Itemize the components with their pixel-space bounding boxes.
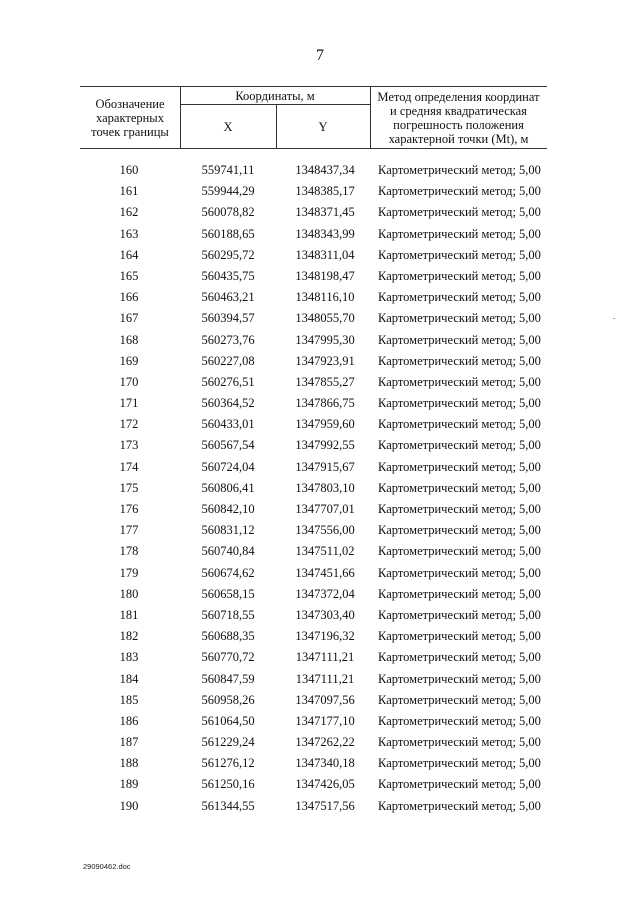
x-coordinate-cell: 559944,29 — [201, 184, 255, 199]
y-coordinate-cell: 1347451,66 — [295, 565, 355, 580]
header-point-label: Обозначение характерных точек границы — [91, 96, 169, 139]
method-cell: Картометрический метод; 5,00 — [378, 417, 541, 432]
point-id-cell: 186 — [119, 713, 139, 728]
y-coordinate-cell: 1347372,04 — [295, 586, 355, 601]
x-coordinate-cell: 561250,16 — [201, 777, 255, 792]
point-id-cell: 184 — [119, 671, 139, 686]
table-row — [80, 287, 547, 308]
y-coordinate-cell: 1348055,70 — [295, 311, 355, 326]
table-row — [80, 732, 547, 753]
y-coordinate-cell: 1347707,01 — [295, 502, 355, 516]
header-x-label: X — [223, 119, 233, 134]
point-id-cell: 172 — [119, 417, 139, 432]
x-coordinate-cell: 560958,26 — [201, 692, 255, 707]
table-row — [80, 266, 547, 287]
y-coordinate-cell: 1347426,05 — [295, 777, 355, 792]
x-coordinate-cell: 560433,01 — [201, 417, 255, 432]
x-coordinate-cell: 560295,72 — [201, 247, 255, 262]
table-row — [80, 499, 547, 520]
table-row — [80, 330, 547, 351]
x-coordinate-cell: 559741,11 — [201, 163, 255, 177]
point-id-cell: 178 — [119, 544, 139, 559]
point-id-cell: 168 — [119, 332, 139, 347]
table-row — [80, 435, 547, 456]
table-row — [80, 647, 547, 668]
y-coordinate-cell: 1347262,22 — [295, 735, 355, 750]
y-coordinate-cell: 1347923,91 — [295, 353, 355, 368]
method-cell: Картометрический метод; 5,00 — [378, 777, 541, 792]
x-coordinate-cell: 560188,65 — [201, 226, 255, 241]
x-coordinate-cell: 560276,51 — [201, 374, 255, 389]
point-id-cell: 170 — [119, 374, 139, 389]
point-id-cell: 171 — [119, 396, 139, 411]
y-coordinate-cell: 1347111,21 — [295, 650, 355, 665]
method-cell: Картометрический метод; 5,00 — [378, 629, 541, 644]
point-id-cell: 177 — [119, 523, 139, 538]
point-id-cell: 180 — [119, 586, 139, 601]
table-body — [80, 160, 547, 817]
y-coordinate-cell: 1348198,47 — [295, 268, 355, 283]
x-coordinate-cell: 560227,08 — [201, 353, 255, 368]
method-cell: Картометрический метод; 5,00 — [378, 438, 541, 453]
y-coordinate-cell: 1347556,00 — [295, 523, 355, 538]
y-coordinate-cell: 1347855,27 — [295, 374, 355, 389]
x-coordinate-cell: 560674,62 — [201, 565, 255, 580]
method-cell: Картометрический метод; 5,00 — [378, 565, 541, 580]
table-row — [80, 711, 547, 732]
header-coords-label: Координаты, м — [235, 88, 315, 103]
table-row — [80, 753, 547, 774]
table-row — [80, 245, 547, 266]
point-id-cell: 187 — [119, 735, 139, 750]
point-id-cell: 179 — [119, 565, 139, 580]
point-id-cell: 161 — [119, 184, 139, 199]
y-coordinate-cell: 1348343,99 — [295, 226, 355, 241]
table-row — [80, 414, 547, 435]
table-row — [80, 372, 547, 393]
x-coordinate-cell: 560718,55 — [201, 607, 255, 622]
x-coordinate-cell: 560364,52 — [201, 396, 255, 411]
method-cell: Картометрический метод; 5,00 — [378, 650, 541, 665]
table-row — [80, 457, 547, 478]
point-id-cell: 176 — [119, 502, 139, 516]
y-coordinate-cell: 1347111,21 — [295, 671, 355, 686]
y-coordinate-cell: 1348371,45 — [295, 205, 355, 220]
method-cell: Картометрический метод; 5,00 — [378, 268, 541, 283]
method-cell: Картометрический метод; 5,00 — [378, 311, 541, 326]
y-coordinate-cell: 1348385,17 — [295, 184, 355, 199]
table-row — [80, 478, 547, 499]
x-coordinate-cell: 560688,35 — [201, 629, 255, 644]
point-id-cell: 188 — [119, 756, 139, 771]
y-coordinate-cell: 1347992,55 — [295, 438, 355, 453]
x-coordinate-cell: 560831,12 — [201, 523, 255, 538]
table-row — [80, 308, 547, 329]
coordinates-table — [80, 86, 547, 813]
method-cell: Картометрический метод; 5,00 — [378, 205, 541, 220]
table-row — [80, 224, 547, 245]
point-id-cell: 160 — [119, 163, 139, 177]
method-cell: Картометрический метод; 5,00 — [378, 671, 541, 686]
x-coordinate-cell: 560567,54 — [201, 438, 255, 453]
document-footer: 29090462.doc — [83, 862, 131, 871]
scan-speck — [613, 318, 615, 319]
y-coordinate-cell: 1347340,18 — [295, 756, 355, 771]
table-row — [80, 626, 547, 647]
y-coordinate-cell: 1347959,60 — [295, 417, 355, 432]
y-coordinate-cell: 1347303,40 — [295, 607, 355, 622]
point-id-cell: 163 — [119, 226, 139, 241]
point-id-cell: 175 — [119, 480, 139, 495]
x-coordinate-cell: 560078,82 — [201, 205, 255, 220]
point-id-cell: 183 — [119, 650, 139, 665]
point-id-cell: 169 — [119, 353, 139, 368]
header-y-label: Y — [318, 119, 328, 134]
table-row — [80, 351, 547, 372]
method-cell: Картометрический метод; 5,00 — [378, 607, 541, 622]
point-id-cell: 166 — [119, 290, 139, 305]
x-coordinate-cell: 561229,24 — [201, 735, 255, 750]
method-cell: Картометрический метод; 5,00 — [378, 247, 541, 262]
method-cell: Картометрический метод; 5,00 — [378, 290, 541, 305]
method-cell: Картометрический метод; 5,00 — [378, 396, 541, 411]
table-row — [80, 393, 547, 414]
y-coordinate-cell: 1347177,10 — [295, 713, 355, 728]
y-coordinate-cell: 1347517,56 — [295, 798, 355, 813]
y-coordinate-cell: 1348437,34 — [295, 163, 355, 177]
y-coordinate-cell: 1347866,75 — [295, 396, 355, 411]
table-row — [80, 669, 547, 690]
y-coordinate-cell: 1347511,02 — [295, 544, 355, 559]
method-cell: Картометрический метод; 5,00 — [378, 502, 541, 516]
table-row — [80, 202, 547, 223]
y-coordinate-cell: 1347097,56 — [295, 692, 355, 707]
method-cell: Картометрический метод; 5,00 — [378, 163, 541, 177]
y-coordinate-cell: 1348311,04 — [295, 247, 355, 262]
point-id-cell: 181 — [119, 607, 139, 622]
y-coordinate-cell: 1347196,32 — [295, 629, 355, 644]
point-id-cell: 173 — [119, 438, 139, 453]
y-coordinate-cell: 1348116,10 — [295, 290, 355, 305]
table-row — [80, 160, 547, 181]
point-id-cell: 174 — [119, 459, 139, 474]
point-id-cell: 165 — [119, 268, 139, 283]
x-coordinate-cell: 560394,57 — [201, 311, 255, 326]
method-cell: Картометрический метод; 5,00 — [378, 544, 541, 559]
method-cell: Картометрический метод; 5,00 — [378, 480, 541, 495]
table-row — [80, 563, 547, 584]
y-coordinate-cell: 1347915,67 — [295, 459, 355, 474]
x-coordinate-cell: 561344,55 — [201, 798, 255, 813]
page-number: 7 — [316, 47, 324, 64]
table-row — [80, 605, 547, 626]
method-cell: Картометрический метод; 5,00 — [378, 332, 541, 347]
table-row — [80, 181, 547, 202]
y-coordinate-cell: 1347995,30 — [295, 332, 355, 347]
method-cell: Картометрический метод; 5,00 — [378, 713, 541, 728]
method-cell: Картометрический метод; 5,00 — [378, 226, 541, 241]
x-coordinate-cell: 561276,12 — [201, 756, 255, 771]
method-cell: Картометрический метод; 5,00 — [378, 459, 541, 474]
method-cell: Картометрический метод; 5,00 — [378, 735, 541, 750]
x-coordinate-cell: 560842,10 — [201, 502, 255, 516]
method-cell: Картометрический метод; 5,00 — [378, 374, 541, 389]
table-row — [80, 774, 547, 795]
x-coordinate-cell: 560847,59 — [201, 671, 255, 686]
method-cell: Картометрический метод; 5,00 — [378, 756, 541, 771]
header-method-label: Метод определения координат и средняя квадратическая погрешность положения характерной точки (Mt), м — [377, 89, 540, 146]
table-header — [80, 86, 547, 149]
point-id-cell: 162 — [119, 205, 139, 220]
table-row — [80, 520, 547, 541]
method-cell: Картометрический метод; 5,00 — [378, 586, 541, 601]
table-row — [80, 796, 547, 817]
x-coordinate-cell: 560770,72 — [201, 650, 255, 665]
method-cell: Картометрический метод; 5,00 — [378, 692, 541, 707]
point-id-cell: 190 — [119, 798, 139, 813]
x-coordinate-cell: 560463,21 — [201, 290, 255, 305]
method-cell: Картометрический метод; 5,00 — [378, 184, 541, 199]
table-row — [80, 584, 547, 605]
point-id-cell: 182 — [119, 629, 139, 644]
method-cell: Картометрический метод; 5,00 — [378, 353, 541, 368]
x-coordinate-cell: 560740,84 — [201, 544, 255, 559]
x-coordinate-cell: 561064,50 — [201, 713, 255, 728]
table-row — [80, 541, 547, 562]
x-coordinate-cell: 560806,41 — [201, 480, 255, 495]
point-id-cell: 185 — [119, 692, 139, 707]
point-id-cell: 164 — [119, 247, 139, 262]
table-row — [80, 690, 547, 711]
y-coordinate-cell: 1347803,10 — [295, 480, 355, 495]
point-id-cell: 189 — [119, 777, 139, 792]
x-coordinate-cell: 560435,75 — [201, 268, 255, 283]
method-cell: Картометрический метод; 5,00 — [378, 798, 541, 813]
method-cell: Картометрический метод; 5,00 — [378, 523, 541, 538]
x-coordinate-cell: 560724,04 — [201, 459, 255, 474]
point-id-cell: 167 — [119, 311, 139, 326]
x-coordinate-cell: 560273,76 — [201, 332, 255, 347]
x-coordinate-cell: 560658,15 — [201, 586, 255, 601]
